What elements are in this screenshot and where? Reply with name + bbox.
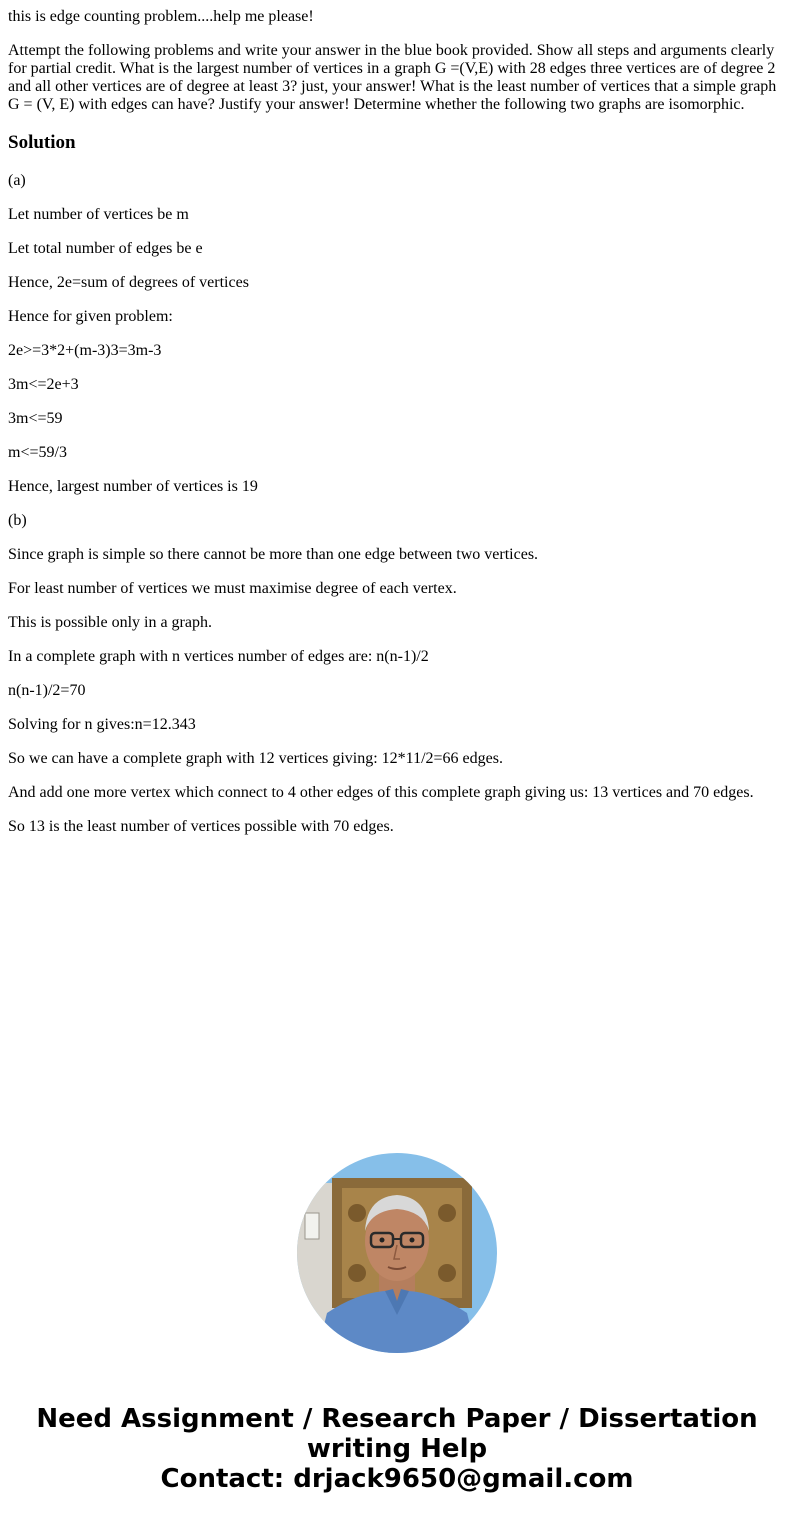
promo-contact: Contact: drjack9650@gmail.com: [160, 1464, 634, 1494]
solution-line: 2e>=3*2+(m-3)3=3m-3: [8, 342, 162, 359]
solution-line: This is possible only in a graph.: [8, 614, 212, 631]
solution-line: n(n-1)/2=70: [8, 682, 86, 699]
solution-line: For least number of vertices we must maximise degree of each vertex.: [8, 580, 457, 597]
solution-line: (b): [8, 512, 27, 529]
solution-line: Hence, largest number of vertices is 19: [8, 478, 258, 495]
question-intro: this is edge counting problem....help me please!: [8, 8, 314, 25]
solution-line: Since graph is simple so there cannot be more than one edge between two vertices.: [8, 546, 539, 563]
solution-line: (a): [8, 172, 26, 189]
promo-line-1: Need Assignment / Research Paper / Dissertation writing Help: [36, 1404, 758, 1464]
solution-line: Let number of vertices be m: [8, 206, 189, 223]
solution-line: So we can have a complete graph with 12 vertices giving: 12*11/2=66 edges.: [8, 750, 503, 767]
solution-heading: Solution: [8, 132, 76, 153]
author-avatar: [297, 1153, 497, 1353]
solution-line: And add one more vertex which connect to 4 other edges of this complete graph giving us: 13 vertices and 70 edges.: [8, 784, 754, 801]
solution-line: 3m<=59: [8, 410, 63, 427]
solution-line: Hence for given problem:: [8, 308, 173, 325]
solution-line: m<=59/3: [8, 444, 67, 461]
promo-banner: [0, 1404, 794, 1494]
solution-line: In a complete graph with n vertices number of edges are: n(n-1)/2: [8, 648, 429, 665]
solution-line: Solving for n gives:n=12.343: [8, 716, 196, 733]
document-content: [8, 8, 786, 852]
solution-line: Let total number of edges be e: [8, 240, 203, 257]
solution-line: 3m<=2e+3: [8, 376, 79, 393]
solution-line: So 13 is the least number of vertices possible with 70 edges.: [8, 818, 394, 835]
question-body: Attempt the following problems and write your answer in the blue book provided. Show all steps and arguments clearly for partial credit. What is the largest number of vertices in a graph G =(V,E) with 28 edges three vertices are of degree 2 and all other vertices are of degree at least 3? just, your answer! What is the least number of vertices that a simple graph G = (V, E) with edges can have? Justify your answer! Determine whether the following two graphs are isomorphic.: [8, 42, 777, 113]
solution-line: Hence, 2e=sum of degrees of vertices: [8, 274, 249, 291]
author-portrait-image: [297, 1153, 497, 1353]
solution-lines: [8, 172, 786, 836]
